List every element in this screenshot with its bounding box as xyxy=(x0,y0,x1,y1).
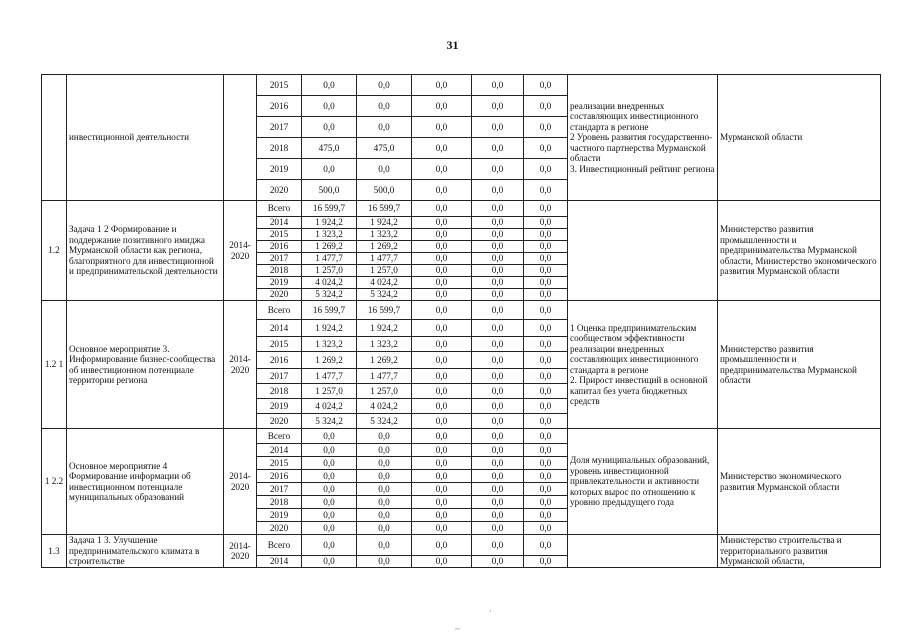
amount-cell: 0,0 xyxy=(472,444,524,457)
year-cell: 2014 xyxy=(257,217,302,229)
amount-cell: 4 024,2 xyxy=(302,399,357,414)
amount-cell: 1 323,2 xyxy=(302,337,357,352)
amount-cell: 0,0 xyxy=(472,265,524,277)
amount-cell: 1 257,0 xyxy=(302,384,357,399)
amount-cell: 0,0 xyxy=(412,277,472,289)
amount-cell: 0,0 xyxy=(524,337,568,352)
year-cell: 2019 xyxy=(257,399,302,414)
period: 2014- 2020 xyxy=(224,201,257,301)
amount-cell: 0,0 xyxy=(357,429,412,444)
amount-cell: 0,0 xyxy=(524,229,568,241)
amount-cell: 0,0 xyxy=(412,201,472,217)
amount-cell: 1 269,2 xyxy=(302,241,357,253)
amount-cell: 0,0 xyxy=(524,509,568,522)
amount-cell: 0,0 xyxy=(412,352,472,369)
amount-cell: 0,0 xyxy=(472,217,524,229)
amount-cell: 0,0 xyxy=(472,556,524,568)
activity-name: Задача 1 3. Улучшение предпринимательского климата в строительстве xyxy=(67,535,224,568)
amount-cell: 0,0 xyxy=(524,535,568,556)
amount-cell: 5 324,2 xyxy=(302,289,357,301)
year-cell: 2018 xyxy=(257,138,302,159)
amount-cell: 500,0 xyxy=(302,180,357,201)
indicators: Доля муниципальных образований, уровень инвестиционной привлекательности и активности которых вырос по отношению к уровню предыдущего года xyxy=(568,429,718,535)
amount-cell: 0,0 xyxy=(524,289,568,301)
amount-cell: 1 269,2 xyxy=(357,241,412,253)
amount-cell: 0,0 xyxy=(524,522,568,535)
amount-cell: 1 323,2 xyxy=(302,229,357,241)
year-cell: 2017 xyxy=(257,369,302,384)
year-cell: 2017 xyxy=(257,117,302,138)
indicators: 1 Оценка предпринимательским сообществом эффективности реализации внедренных составляющих инвестиционного стандарта в регионе 2. Прирост инвестиций в основной капитал без учета бюджетных средств xyxy=(568,301,718,429)
amount-cell: 0,0 xyxy=(412,217,472,229)
responsible-executor: Министерство экономического развития Мурманской области xyxy=(718,429,881,535)
year-cell: Всего xyxy=(257,201,302,217)
row-index: 1.3 xyxy=(42,535,67,568)
year-cell: 2017 xyxy=(257,253,302,265)
year-cell: 2016 xyxy=(257,470,302,483)
amount-cell: 0,0 xyxy=(472,117,524,138)
amount-cell: 0,0 xyxy=(472,253,524,265)
amount-cell: 0,0 xyxy=(302,483,357,496)
amount-cell: 0,0 xyxy=(302,535,357,556)
year-cell: Всего xyxy=(257,429,302,444)
year-cell: 2018 xyxy=(257,496,302,509)
amount-cell: 0,0 xyxy=(472,337,524,352)
amount-cell: 0,0 xyxy=(472,320,524,337)
amount-cell: 0,0 xyxy=(524,429,568,444)
amount-cell: 0,0 xyxy=(524,117,568,138)
amount-cell: 0,0 xyxy=(524,414,568,429)
amount-cell: 1 924,2 xyxy=(357,217,412,229)
responsible-executor: Мурманской области xyxy=(718,75,881,201)
amount-cell: 0,0 xyxy=(302,556,357,568)
amount-cell: 0,0 xyxy=(302,496,357,509)
activity-name: Задача 1 2 Формирование и поддержание позитивного имиджа Мурманской области как региона, благоприятного для инвестиционной и предпринимательской деятельности xyxy=(67,201,224,301)
year-cell: 2019 xyxy=(257,277,302,289)
amount-cell: 0,0 xyxy=(412,414,472,429)
amount-cell: 1 257,0 xyxy=(357,265,412,277)
amount-cell: 0,0 xyxy=(472,352,524,369)
amount-cell: 500,0 xyxy=(357,180,412,201)
amount-cell: 0,0 xyxy=(357,535,412,556)
year-cell: Всего xyxy=(257,535,302,556)
amount-cell: 0,0 xyxy=(472,509,524,522)
amount-cell: 0,0 xyxy=(412,301,472,320)
year-cell: Всего xyxy=(257,301,302,320)
amount-cell: 5 324,2 xyxy=(357,289,412,301)
row-index: 1.2 xyxy=(42,201,67,301)
indicators xyxy=(568,201,718,301)
amount-cell: 0,0 xyxy=(524,159,568,180)
amount-cell: 0,0 xyxy=(357,117,412,138)
amount-cell: 0,0 xyxy=(524,483,568,496)
amount-cell: 0,0 xyxy=(357,444,412,457)
amount-cell: 0,0 xyxy=(412,337,472,352)
period: 2014- 2020 xyxy=(224,535,257,568)
amount-cell: 0,0 xyxy=(412,535,472,556)
amount-cell: 0,0 xyxy=(524,201,568,217)
amount-cell: 0,0 xyxy=(524,457,568,470)
amount-cell: 0,0 xyxy=(412,399,472,414)
amount-cell: 0,0 xyxy=(302,159,357,180)
amount-cell: 0,0 xyxy=(357,522,412,535)
program-table xyxy=(41,74,881,568)
amount-cell: 1 323,2 xyxy=(357,229,412,241)
amount-cell: 4 024,2 xyxy=(357,277,412,289)
amount-cell: 0,0 xyxy=(357,470,412,483)
amount-cell: 0,0 xyxy=(412,117,472,138)
table-row xyxy=(42,535,881,556)
row-index: 1.2 1 xyxy=(42,301,67,429)
amount-cell: 475,0 xyxy=(357,138,412,159)
amount-cell: 0,0 xyxy=(472,201,524,217)
amount-cell: 0,0 xyxy=(357,556,412,568)
amount-cell: 0,0 xyxy=(472,229,524,241)
year-cell: 2018 xyxy=(257,265,302,277)
amount-cell: 0,0 xyxy=(524,180,568,201)
amount-cell: 0,0 xyxy=(524,253,568,265)
amount-cell: 0,0 xyxy=(412,470,472,483)
amount-cell: 0,0 xyxy=(472,470,524,483)
amount-cell: 0,0 xyxy=(412,180,472,201)
amount-cell: 0,0 xyxy=(472,399,524,414)
amount-cell: 0,0 xyxy=(472,159,524,180)
year-cell: 2019 xyxy=(257,159,302,180)
amount-cell: 0,0 xyxy=(472,414,524,429)
year-cell: 2014 xyxy=(257,444,302,457)
amount-cell: 0,0 xyxy=(412,241,472,253)
amount-cell: 0,0 xyxy=(412,320,472,337)
amount-cell: 0,0 xyxy=(472,180,524,201)
amount-cell: 0,0 xyxy=(412,289,472,301)
amount-cell: 0,0 xyxy=(472,384,524,399)
amount-cell: 0,0 xyxy=(524,320,568,337)
amount-cell: 0,0 xyxy=(524,470,568,483)
amount-cell: 0,0 xyxy=(472,457,524,470)
indicators: реализации внедренных составляющих инвестиционного стандарта в регионе 2 Уровень развития государственно-частного партнерства Мурманской области 3. Инвестиционный рейтинг региона xyxy=(568,75,718,201)
amount-cell: 0,0 xyxy=(524,277,568,289)
period xyxy=(224,75,257,201)
amount-cell: 0,0 xyxy=(472,96,524,117)
amount-cell: 0,0 xyxy=(412,509,472,522)
amount-cell: 1 323,2 xyxy=(357,337,412,352)
amount-cell: 1 477,7 xyxy=(302,253,357,265)
year-cell: 2017 xyxy=(257,483,302,496)
amount-cell: 0,0 xyxy=(524,265,568,277)
amount-cell: 0,0 xyxy=(524,369,568,384)
year-cell: 2020 xyxy=(257,180,302,201)
amount-cell: 16 599,7 xyxy=(302,301,357,320)
amount-cell: 0,0 xyxy=(302,75,357,96)
year-cell: 2020 xyxy=(257,522,302,535)
amount-cell: 0,0 xyxy=(412,75,472,96)
responsible-executor: Министерство развития промышленности и предпринимательства Мурманской области xyxy=(718,301,881,429)
amount-cell: 0,0 xyxy=(302,444,357,457)
amount-cell: 0,0 xyxy=(472,277,524,289)
amount-cell: 0,0 xyxy=(302,96,357,117)
amount-cell: 0,0 xyxy=(472,369,524,384)
activity-name: инвестиционной деятельности xyxy=(67,75,224,201)
responsible-executor: Министерство строительства и территориального развития Мурманской области, xyxy=(718,535,881,568)
amount-cell: 1 924,2 xyxy=(302,320,357,337)
amount-cell: 0,0 xyxy=(357,96,412,117)
amount-cell: 0,0 xyxy=(524,399,568,414)
table-row xyxy=(42,429,881,444)
amount-cell: 0,0 xyxy=(524,75,568,96)
amount-cell: 0,0 xyxy=(524,352,568,369)
period: 2014- 2020 xyxy=(224,301,257,429)
amount-cell: 1 477,7 xyxy=(357,253,412,265)
year-cell: 2020 xyxy=(257,289,302,301)
scan-mark: ~ xyxy=(455,624,460,634)
amount-cell: 16 599,7 xyxy=(302,201,357,217)
amount-cell: 0,0 xyxy=(524,217,568,229)
table-body xyxy=(42,75,881,568)
year-cell: 2014 xyxy=(257,320,302,337)
amount-cell: 0,0 xyxy=(412,229,472,241)
amount-cell: 0,0 xyxy=(472,429,524,444)
amount-cell: 0,0 xyxy=(524,138,568,159)
year-cell: 2014 xyxy=(257,556,302,568)
year-cell: 2015 xyxy=(257,457,302,470)
indicators xyxy=(568,535,718,568)
responsible-executor: Министерство развития промышленности и предпринимательства Мурманской области, Министерство экономического развития Мурманской области xyxy=(718,201,881,301)
amount-cell: 0,0 xyxy=(524,556,568,568)
amount-cell: 0,0 xyxy=(412,457,472,470)
amount-cell: 1 257,0 xyxy=(302,265,357,277)
amount-cell: 0,0 xyxy=(302,470,357,483)
amount-cell: 16 599,7 xyxy=(357,201,412,217)
table-row xyxy=(42,201,881,217)
row-index: 1 2.2 xyxy=(42,429,67,535)
amount-cell: 1 477,7 xyxy=(357,369,412,384)
amount-cell: 0,0 xyxy=(302,117,357,138)
amount-cell: 0,0 xyxy=(524,96,568,117)
amount-cell: 0,0 xyxy=(524,444,568,457)
amount-cell: 1 924,2 xyxy=(302,217,357,229)
amount-cell: 0,0 xyxy=(472,496,524,509)
amount-cell: 0,0 xyxy=(357,457,412,470)
amount-cell: 0,0 xyxy=(412,96,472,117)
scan-mark: · xyxy=(489,606,492,616)
amount-cell: 0,0 xyxy=(412,138,472,159)
amount-cell: 0,0 xyxy=(412,384,472,399)
amount-cell: 0,0 xyxy=(357,159,412,180)
amount-cell: 0,0 xyxy=(524,496,568,509)
amount-cell: 0,0 xyxy=(357,75,412,96)
period: 2014- 2020 xyxy=(224,429,257,535)
page-number: 31 xyxy=(446,38,459,52)
amount-cell: 5 324,2 xyxy=(357,414,412,429)
amount-cell: 0,0 xyxy=(472,522,524,535)
amount-cell: 0,0 xyxy=(412,522,472,535)
amount-cell: 0,0 xyxy=(524,301,568,320)
year-cell: 2016 xyxy=(257,241,302,253)
amount-cell: 1 924,2 xyxy=(357,320,412,337)
amount-cell: 0,0 xyxy=(412,429,472,444)
amount-cell: 1 269,2 xyxy=(302,352,357,369)
amount-cell: 1 257,0 xyxy=(357,384,412,399)
amount-cell: 0,0 xyxy=(302,509,357,522)
amount-cell: 0,0 xyxy=(302,522,357,535)
activity-name: Основное мероприятие 3. Информирование бизнес-сообщества об инвестиционном потенциале территории региона xyxy=(67,301,224,429)
year-cell: 2018 xyxy=(257,384,302,399)
year-cell: 2019 xyxy=(257,509,302,522)
amount-cell: 16 599,7 xyxy=(357,301,412,320)
amount-cell: 475,0 xyxy=(302,138,357,159)
amount-cell: 0,0 xyxy=(412,265,472,277)
amount-cell: 0,0 xyxy=(302,457,357,470)
amount-cell: 0,0 xyxy=(472,138,524,159)
amount-cell: 5 324,2 xyxy=(302,414,357,429)
amount-cell: 0,0 xyxy=(412,483,472,496)
table-row xyxy=(42,75,881,96)
amount-cell: 0,0 xyxy=(472,535,524,556)
amount-cell: 1 269,2 xyxy=(357,352,412,369)
year-cell: 2020 xyxy=(257,414,302,429)
amount-cell: 0,0 xyxy=(524,384,568,399)
year-cell: 2016 xyxy=(257,352,302,369)
amount-cell: 0,0 xyxy=(357,509,412,522)
year-cell: 2015 xyxy=(257,75,302,96)
amount-cell: 4 024,2 xyxy=(357,399,412,414)
amount-cell: 0,0 xyxy=(472,75,524,96)
amount-cell: 0,0 xyxy=(472,241,524,253)
amount-cell: 0,0 xyxy=(412,253,472,265)
amount-cell: 0,0 xyxy=(412,496,472,509)
year-cell: 2015 xyxy=(257,229,302,241)
amount-cell: 0,0 xyxy=(472,289,524,301)
amount-cell: 0,0 xyxy=(524,241,568,253)
amount-cell: 0,0 xyxy=(412,444,472,457)
amount-cell: 0,0 xyxy=(472,301,524,320)
year-cell: 2015 xyxy=(257,337,302,352)
table-row xyxy=(42,301,881,320)
activity-name: Основное мероприятие 4 Формирование информации об инвестиционном потенциале муниципальных образований xyxy=(67,429,224,535)
amount-cell: 4 024,2 xyxy=(302,277,357,289)
amount-cell: 0,0 xyxy=(412,556,472,568)
amount-cell: 1 477,7 xyxy=(302,369,357,384)
year-cell: 2016 xyxy=(257,96,302,117)
amount-cell: 0,0 xyxy=(412,159,472,180)
row-index xyxy=(42,75,67,201)
amount-cell: 0,0 xyxy=(472,483,524,496)
amount-cell: 0,0 xyxy=(357,496,412,509)
amount-cell: 0,0 xyxy=(302,429,357,444)
amount-cell: 0,0 xyxy=(357,483,412,496)
amount-cell: 0,0 xyxy=(412,369,472,384)
